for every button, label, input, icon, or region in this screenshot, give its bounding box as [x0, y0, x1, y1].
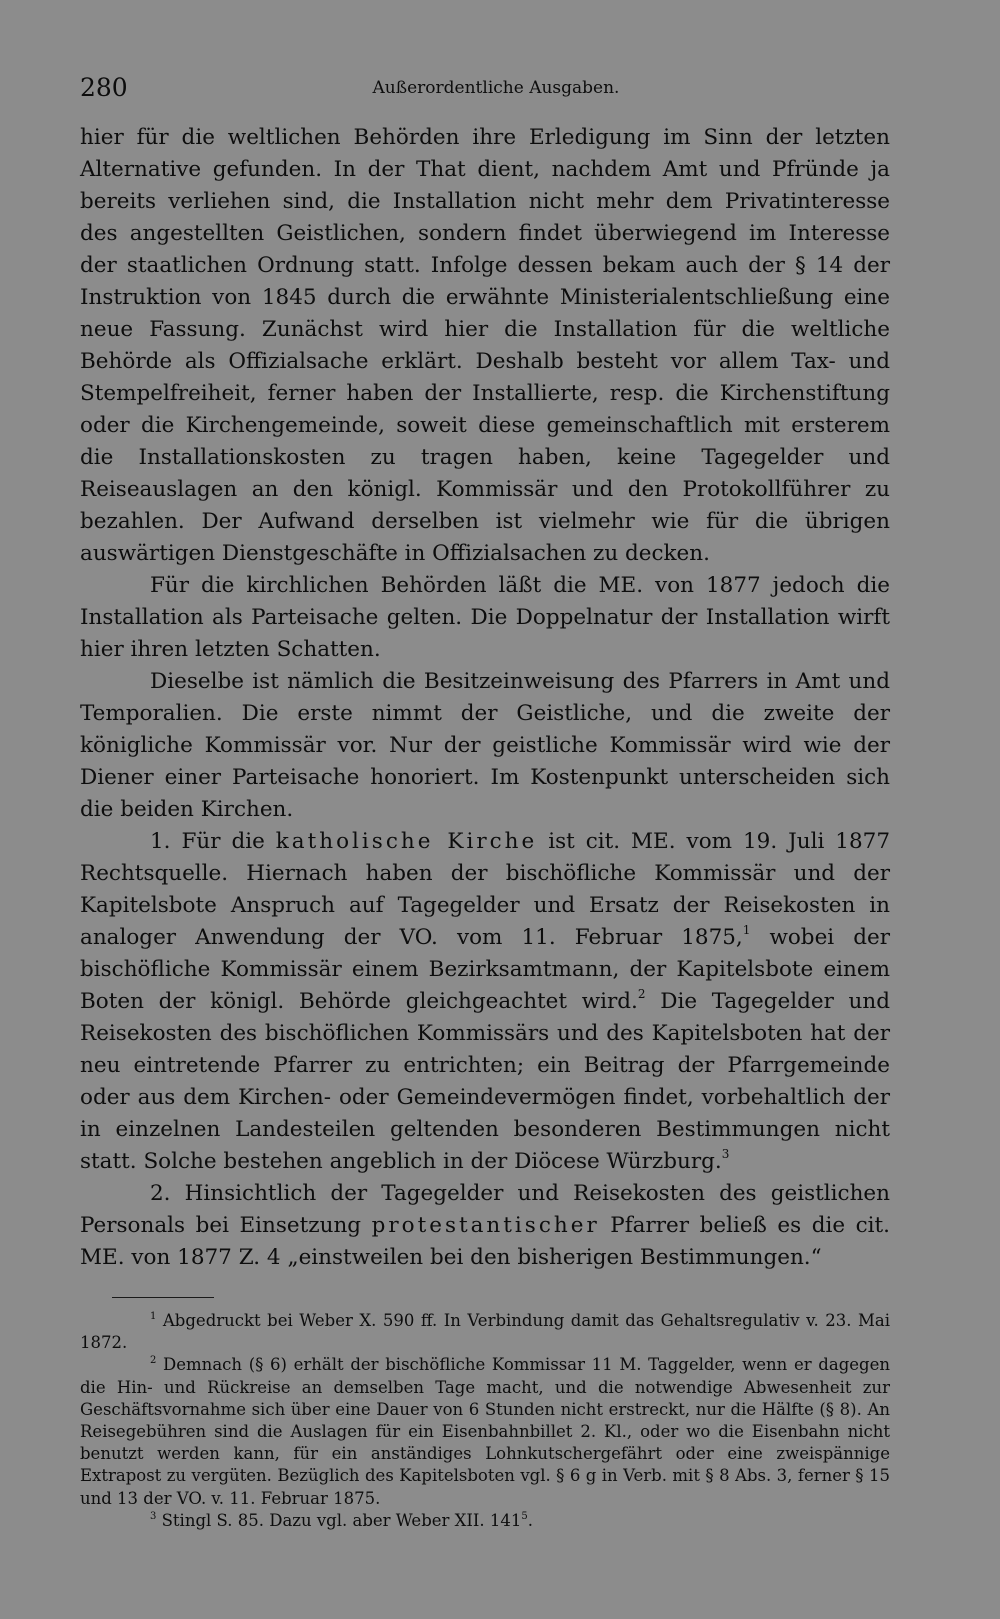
- page-number: 280: [80, 73, 128, 102]
- footnote-superscript: 5: [521, 1510, 528, 1522]
- emphasized-term: katholische Kirche: [275, 829, 538, 854]
- paragraph-catholic-church: [80, 826, 890, 1178]
- text-run: ist cit. ME. vom 19. Juli 1877 Rechtsquelle. Hiernach haben der bischöfliche Kommissär und der Kapitelsbote Anspruch auf Tagegelder und Ersatz der Reisekosten in analoger Anwendung der VO. vom 11. Februar 1875,: [80, 829, 891, 950]
- footnote-mark: 2: [150, 1355, 157, 1367]
- text-run: Pfarrer beließ es die cit. ME. von 1877 Z. 4 „einstweilen bei den bisherigen Bestimmungen.“: [80, 1213, 890, 1270]
- page-header: [80, 70, 912, 110]
- footnote: [80, 1310, 890, 1354]
- main-text: [80, 122, 890, 1274]
- footnote-mark: 1: [150, 1311, 157, 1322]
- footnote-mark: 3: [150, 1510, 157, 1522]
- footnote-reference: 1: [742, 923, 751, 937]
- footnote-text: Abgedruckt bei Weber X. 590 ff. In Verbindung damit das Gehaltsregulativ v. 23. Mai 1872.: [80, 1311, 890, 1353]
- footnote-text: .: [527, 1510, 534, 1530]
- footnote-reference: 3: [721, 1147, 730, 1161]
- paragraph: hier für die weltlichen Behörden ihre Erledigung im Sinn der letzten Alternative gefunden. In der That dient, nachdem Amt und Pfründe ja bereits verliehen sind, die Installation nicht mehr dem Privatinteresse des angestellten Geistlichen, sondern findet überwiegend im Interesse der staatlichen Ordnung statt. Infolge dessen bekam auch der § 14 der Instruktion von 1845 durch die erwähnte Ministerialentschließung eine neue Fassung. Zunächst wird hier die Installation für die weltliche Behörde als Offizialsache erklärt. Deshalb besteht vor allem Tax- und Stempelfreiheit, ferner haben der Installierte, resp. die Kirchenstiftung oder die Kirchengemeinde, soweit diese gemeinschaftlich mit ersterem die Installationskosten zu tragen haben, keine Tagegelder und Reiseauslagen an den königl. Kommissär und den Protokollführer zu bezahlen. Der Aufwand derselben ist vielmehr wie für die übrigen auswärtigen Dienstgeschäfte in Offizialsachen zu decken.: [80, 125, 890, 566]
- running-title: Außerordentliche Ausgaben.: [372, 78, 620, 98]
- text-run: Die Tagegelder und Reisekosten des bischöflichen Kommissärs und des Kapitelsboten hat der neu eintretende Pfarrer zu entrichten; ein Beitrag der Pfarrgemeinde oder aus dem Kirchen- oder Gemeindevermögen findet, vorbehaltlich der in einzelnen Landesteilen geltenden besonderen Bestimmungen nicht statt. Solche bestehen angeblich in der Diöcese Würzburg.: [80, 989, 890, 1174]
- text-run: wobei der bischöfliche Kommissär einem Bezirksamtmann, der Kapitelsbote einem Boten der königl. Behörde gleichgeachtet wird.: [80, 925, 890, 1014]
- text-run: 2. Hinsichtlich der Tagegelder und Reisekosten des geistlichen Personals bei Einsetzung: [80, 1181, 890, 1238]
- footnote-divider: [112, 1297, 214, 1298]
- paragraph-protestant-pastors: [80, 1178, 890, 1274]
- text-run: 1. Für die: [150, 829, 276, 854]
- footnote: [80, 1354, 890, 1509]
- paragraph: Für die kirchlichen Behörden läßt die ME. von 1877 jedoch die Installation als Parteisache gelten. Die Doppelnatur der Installation wirft hier ihren letzten Schatten.: [80, 573, 890, 662]
- emphasized-term: protestantischer: [371, 1213, 600, 1238]
- paragraph: Dieselbe ist nämlich die Besitzeinweisung des Pfarrers in Amt und Temporalien. Die erste nimmt der Geistliche, und die zweite der königliche Kommissär vor. Nur der geistliche Kommissär wird wie der Diener einer Parteisache honoriert. Im Kostenpunkt unterscheiden sich die beiden Kirchen.: [80, 669, 890, 822]
- footnote-reference: 2: [637, 987, 646, 1001]
- footnote: [80, 1510, 890, 1532]
- footnote-text: Demnach (§ 6) erhält der bischöfliche Kommissar 11 M. Taggelder, wenn er dagegen die Hin- und Rückreise an demselben Tage macht, und die notwendige Abwesenheit zur Geschäftsvornahme sich über eine Dauer von 6 Stunden nicht erstreckt, nur die Hälfte (§ 8). An Reisegebühren sind die Auslagen für ein Eisenbahnbillet 2. Kl., oder wo die Eisenbahn nicht benutzt werden kann, für ein anständiges Lohnkutschergefährt oder eine zweispännige Extrapost zu vergüten. Bezüglich des Kapitelsboten vgl. § 6 g in Verb. mit § 8 Abs. 3, ferner § 15 und 13 der VO. v. 11. Februar 1875.: [80, 1355, 890, 1508]
- footnote-text: Stingl S. 85. Dazu vgl. aber Weber XII. 141: [156, 1510, 522, 1530]
- footnotes: [80, 1310, 890, 1532]
